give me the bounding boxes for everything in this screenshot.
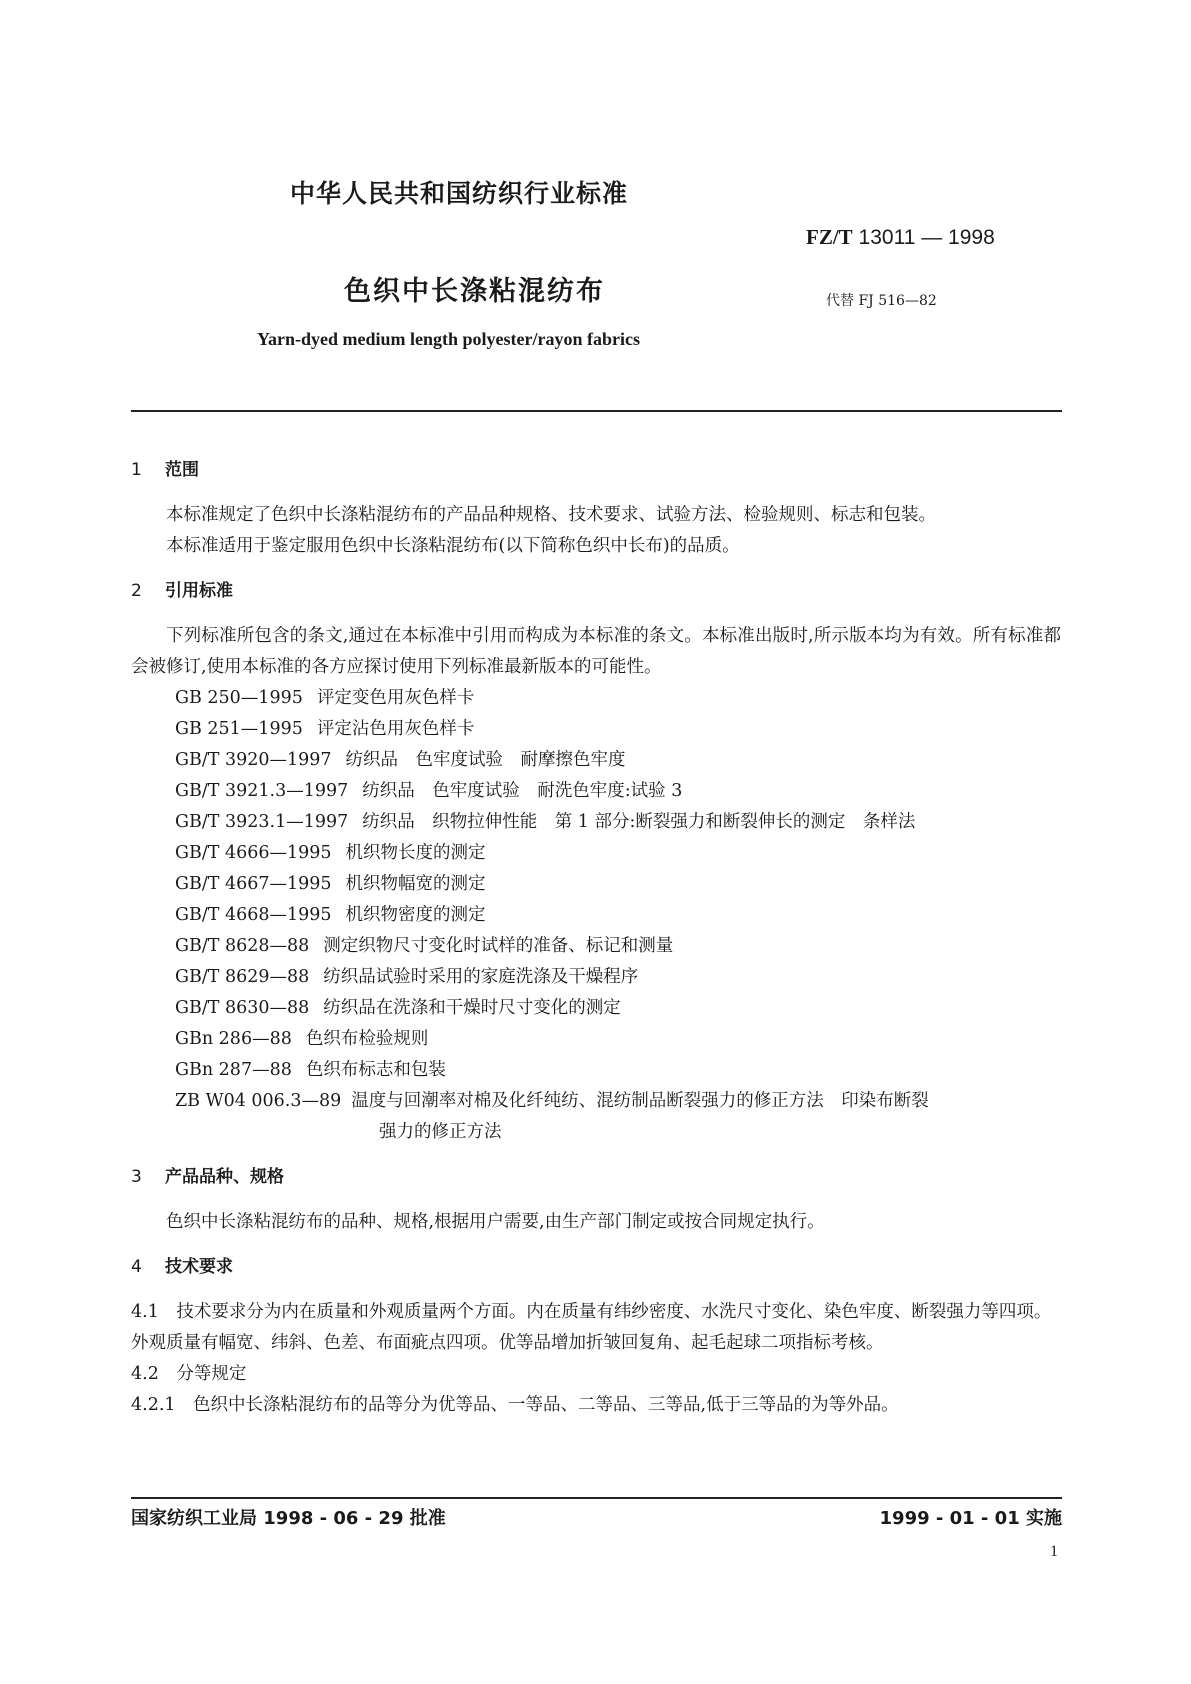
approval-date: 国家纺织工业局 1998 - 06 - 29 批准 bbox=[131, 1508, 446, 1529]
reference-item: GB/T 4667—1995 机织物幅宽的测定 bbox=[175, 874, 486, 894]
reference-item: GB/T 4668—1995 机织物密度的测定 bbox=[175, 905, 486, 925]
reference-item: GBn 286—88 色织布检验规则 bbox=[175, 1029, 429, 1049]
document-title: 色织中长涤粘混纺布 bbox=[344, 276, 605, 307]
clause-4-1: 4.1 技术要求分为内在质量和外观质量两个方面。内在质量有纬纱密度、水洗尺寸变化、染色牢度、断裂强力等四项。外观质量有幅宽、纬斜、色差、布面疵点四项。优等品增加折皱回复角、起毛起球二项指标考核。 bbox=[131, 1302, 1052, 1353]
issuer-heading: 中华人民共和国纺织行业标准 bbox=[290, 179, 629, 208]
clause-4-2: 4.2 分等规定 bbox=[131, 1364, 247, 1384]
reference-item: GBn 287—88 色织布标志和包装 bbox=[175, 1060, 446, 1080]
section-1-heading: 1 范围 bbox=[131, 460, 199, 480]
section-3-paragraph: 色织中长涤粘混纺布的品种、规格,根据用户需要,由生产部门制定或按合同规定执行。 bbox=[166, 1212, 825, 1232]
reference-item: ZB W04 006.3—89 温度与回潮率对棉及化纤纯纺、混纺制品断裂强力的修正方法 印染布断裂 强力的修正方法 bbox=[175, 1091, 929, 1142]
reference-item: GB/T 3923.1—1997 纺织品 织物拉伸性能 第 1 部分:断裂强力和断裂伸长的测定 条样法 bbox=[175, 812, 916, 832]
section-4-heading: 4 技术要求 bbox=[131, 1257, 233, 1277]
section-2-intro: 下列标准所包含的条文,通过在本标准中引用而构成为本标准的条文。本标准出版时,所示版本均为有效。所有标准都会被修订,使用本标准的各方应探讨使用下列标准最新版本的可能性。 bbox=[131, 626, 1061, 677]
reference-item: GB/T 8628—88 测定织物尺寸变化时试样的准备、标记和测量 bbox=[175, 936, 674, 956]
clause-4-2-1: 4.2.1 色织中长涤粘混纺布的品等分为优等品、一等品、二等品、三等品,低于三等品的为等外品。 bbox=[131, 1395, 899, 1415]
reference-item: GB/T 4666—1995 机织物长度的测定 bbox=[175, 843, 486, 863]
reference-item: GB/T 8630—88 纺织品在洗涤和干燥时尺寸变化的测定 bbox=[175, 998, 621, 1018]
section-1-paragraph-1: 本标准规定了色织中长涤粘混纺布的产品品种规格、技术要求、试验方法、检验规则、标志和包装。 bbox=[166, 505, 936, 525]
section-2-heading: 2 引用标准 bbox=[131, 581, 233, 601]
section-3-heading: 3 产品品种、规格 bbox=[131, 1167, 284, 1187]
replaces-note: 代替 FJ 516—82 bbox=[826, 293, 937, 309]
reference-item: GB/T 8629—88 纺织品试验时采用的家庭洗涤及干燥程序 bbox=[175, 967, 639, 987]
standard-number-value: 13011 — 1998 bbox=[858, 226, 995, 249]
reference-item: GB 251—1995 评定沾色用灰色样卡 bbox=[175, 719, 475, 739]
page-number: 1 bbox=[1050, 1543, 1058, 1560]
reference-item: GB/T 3921.3—1997 纺织品 色牢度试验 耐洗色牢度:试验 3 bbox=[175, 781, 683, 801]
section-1-paragraph-2: 本标准适用于鉴定服用色织中长涤粘混纺布(以下简称色织中长布)的品质。 bbox=[166, 536, 740, 556]
reference-item: GB/T 3920—1997 纺织品 色牢度试验 耐摩擦色牢度 bbox=[175, 750, 626, 770]
reference-item: GB 250—1995 评定变色用灰色样卡 bbox=[175, 688, 475, 708]
standard-number bbox=[806, 225, 995, 250]
document-body bbox=[131, 455, 1061, 1421]
english-title: Yarn-dyed medium length polyester/rayon fabrics bbox=[257, 329, 640, 349]
standard-prefix: FZ/T bbox=[806, 225, 853, 249]
normative-references-list bbox=[131, 683, 1061, 1148]
footer-divider bbox=[131, 1497, 1062, 1499]
effective-date: 1999 - 01 - 01 实施 bbox=[879, 1508, 1062, 1529]
header-divider bbox=[131, 410, 1062, 412]
